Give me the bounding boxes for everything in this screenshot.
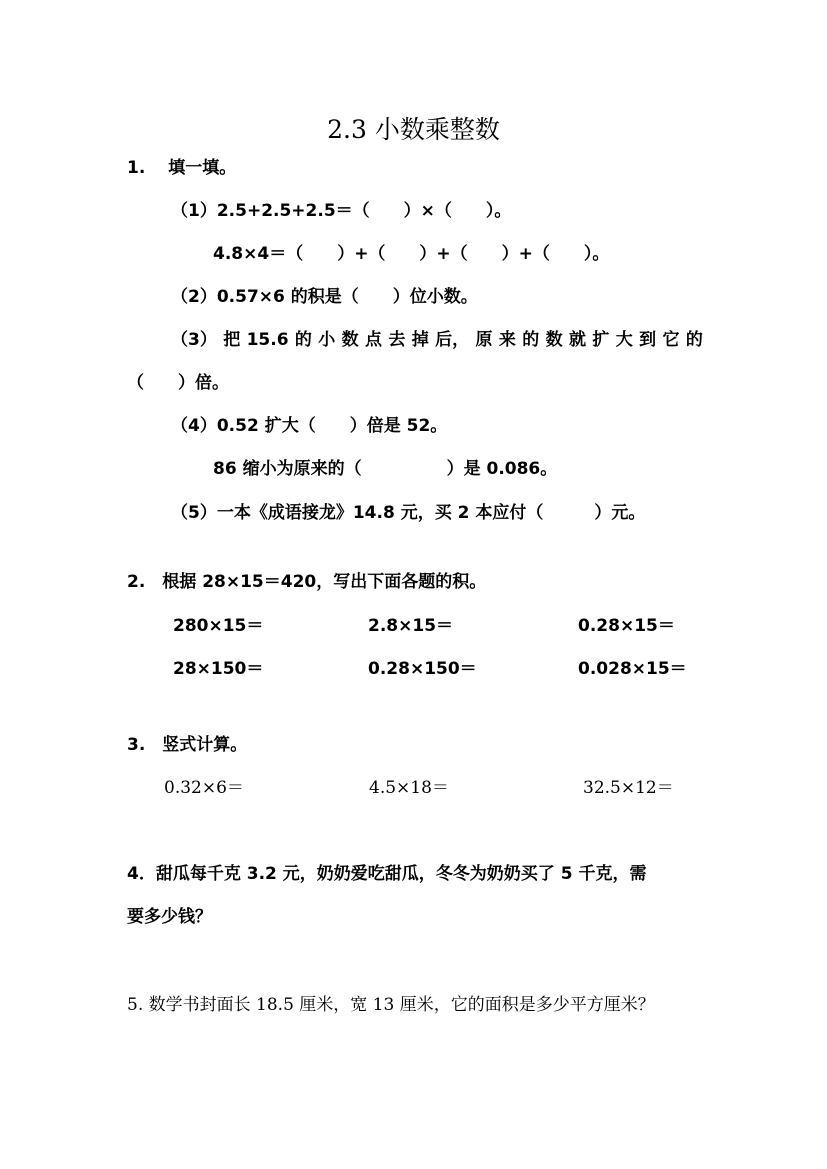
q1-line-4-part: 它 <box>662 330 680 350</box>
q1-line-4-part: 到 <box>639 330 657 350</box>
q2-item-3: 0.28×15＝ <box>578 616 675 636</box>
q3-item-1: 0.32×6＝ <box>164 778 244 798</box>
q1-line-4-part: 掉 <box>411 330 429 350</box>
q3-item-3: 32.5×12＝ <box>583 778 674 798</box>
q1-line-4-part: 扩 <box>592 330 610 350</box>
q1-line-4-part: 点 <box>365 330 383 350</box>
q3-item-2: 4.5×18＝ <box>369 778 449 798</box>
q1-line-4-part: 小 <box>318 330 336 350</box>
q3-heading: 3. 竖式计算。 <box>127 735 248 755</box>
page-title: 2.3 小数乘整数 <box>327 115 500 144</box>
q1-line-1: （1）2.5+2.5+2.5＝（ ）×（ ）。 <box>171 201 512 221</box>
q1-line-4-part: （3） <box>171 330 217 350</box>
q1-line-4 <box>171 330 703 350</box>
q1-line-4-part: 15.6 <box>246 330 289 350</box>
q1-line-3: （2）0.57×6 的积是（ ）位小数。 <box>171 287 478 307</box>
q1-line-5: （ ）倍。 <box>127 373 229 393</box>
q1-line-4-part: 大 <box>615 330 633 350</box>
q1-line-6: （4）0.52 扩大（ ）倍是 52。 <box>171 416 448 436</box>
q1-line-4-part: 原 <box>475 330 493 350</box>
q1-heading: 1. 填一填。 <box>127 158 237 178</box>
q1-line-4-part: 后， <box>435 330 470 350</box>
q1-line-4-part: 来 <box>498 330 516 350</box>
q1-line-7: 86 缩小为原来的（ ）是 0.086。 <box>213 459 558 479</box>
q1-line-4-part: 去 <box>388 330 406 350</box>
q2-item-2: 2.8×15＝ <box>368 616 454 636</box>
q1-line-2: 4.8×4＝（ ）+（ ）+（ ）+（ ）。 <box>213 244 610 264</box>
q1-line-4-part: 就 <box>569 330 587 350</box>
q1-line-4-part: 把 <box>223 330 241 350</box>
q1-line-4-part: 数 <box>545 330 563 350</box>
q4-line-1: 4．甜瓜每千克 3.2 元，奶奶爱吃甜瓜，冬冬为奶奶买了 5 千克，需 <box>127 864 647 884</box>
q4-line-2: 要多少钱？ <box>127 907 212 927</box>
q1-line-4-part: 的 <box>685 330 703 350</box>
q2-item-5: 0.28×150＝ <box>368 659 477 679</box>
q1-line-4-part: 的 <box>294 330 312 350</box>
q2-item-4: 28×150＝ <box>173 659 264 679</box>
q1-line-4-part: 数 <box>341 330 359 350</box>
q2-item-6: 0.028×15＝ <box>578 659 687 679</box>
q1-line-4-part: 的 <box>522 330 540 350</box>
q1-line-8: （5）一本《成语接龙》14.8 元，买 2 本应付（ ）元。 <box>171 503 646 523</box>
q2-heading: 2. 根据 28×15＝420，写出下面各题的积。 <box>127 572 487 592</box>
q2-item-1: 280×15＝ <box>173 616 264 636</box>
q5-line-1: 5. 数学书封面长 18.5 厘米，宽 13 厘米，它的面积是多少平方厘米？ <box>127 995 655 1015</box>
